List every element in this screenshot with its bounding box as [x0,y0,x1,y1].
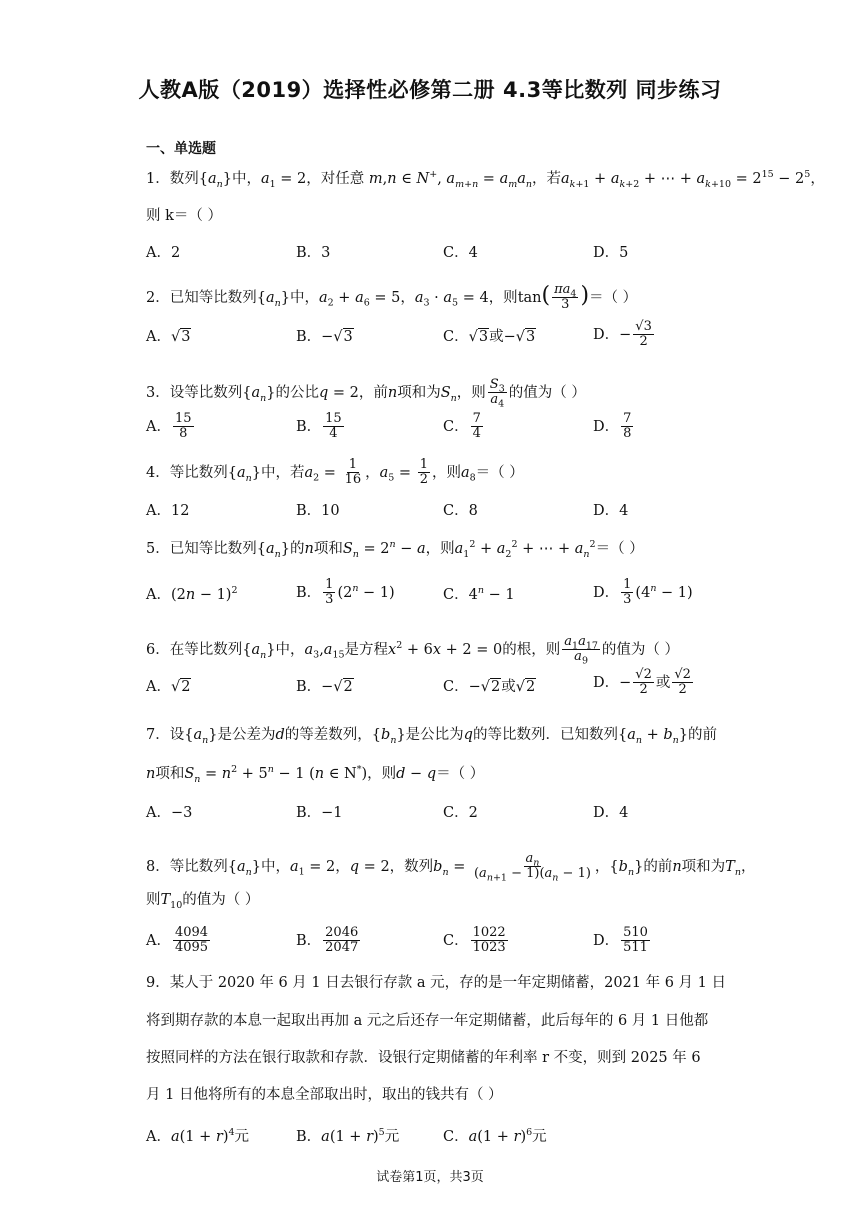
option-b[interactable]: B． $\frac{1}{3}$ $(2^n - 1)$ [296,577,395,608]
option-b[interactable]: B．$a(1 + r)^5$元 [296,1127,400,1145]
option-c[interactable]: C．8 [443,503,478,519]
option-c[interactable]: C．√3或−√3 [443,329,536,345]
option-d[interactable]: D． $\frac{1}{3}$ $(4^n - 1)$ [593,577,693,608]
option-b[interactable]: B． $\frac{15}{4}$ [296,411,342,442]
question-4-stem: 4．等比数列$\{a_n\}$中，若$a_2$ = $\frac{1}{16}$ ，$a_5$ = $\frac{1}{2}$ ，则$a_8=$（ ） [146,457,524,488]
option-b[interactable]: B．10 [296,503,340,519]
option-b[interactable]: B．−√2 [296,679,353,695]
option-b[interactable]: B．−√3 [296,329,353,345]
question-9-line1: 9．某人于 2020 年 6 月 1 日去银行存款 a 元，存的是一年定期储蓄，2021 年 6 月 1 日 [146,975,726,991]
option-c[interactable]: C．$4^n - 1$ [443,585,515,603]
question-5-stem: 5．已知等比数列$\{a_n\}$的n项和$S_n = 2^n - a$，则$a_1^2 + a_2^2$ + ⋯ + $a_n^2=$（ ） [146,539,644,560]
option-a[interactable]: A．√2 [146,679,191,695]
option-a[interactable]: A．2 [146,245,181,261]
question-9-line3: 按照同样的方法在银行取款和存款．设银行定期储蓄的年利率 r 不变，则到 2025 年 6 [146,1050,701,1066]
question-1-line2: 则 k＝（ ） [146,208,223,224]
option-c[interactable]: C．−√2或√2 [443,679,536,695]
page-title: 人教A版（2019）选择性必修第二册 4.3等比数列 同步练习 [138,78,722,102]
question-8-stem: 8．等比数列$\{a_n\}$中，$a_1 = 2$，q = 2，数列$b_n$ = $\frac{a_n}{(a_{n+1} - 1)(a_n - 1)}$ ，$\{b_n\}$的前n项和为$T_n$， [146,851,756,884]
option-d[interactable]: D．− $\frac{√3}{2}$ [593,319,652,350]
option-a[interactable]: A．$a(1 + r)^4$元 [146,1127,250,1145]
option-a[interactable]: A． $\frac{4094}{4095}$ [146,925,209,956]
question-6-stem: 6．在等比数列$\{a_n\}$中，$a_3,a_{15}$是方程$x^2 + 6x + 2 = 0$的根，则 $\frac{a_1a_{17}}{a_9}$ 的值为（ ） [146,634,680,667]
option-a[interactable]: A．−3 [146,805,193,821]
option-d[interactable]: D．4 [593,805,629,821]
question-8-line2: 则$T_{10}$的值为（ ） [146,892,260,911]
question-9-line4: 月 1 日他将所有的本息全部取出时，取出的钱共有（ ） [146,1087,503,1103]
page-footer: 试卷第1页，共3页 [376,1170,484,1185]
question-2-stem: 2．已知等比数列$\{a_n\}$中，$a_2 + a_6 = 5$，$a_3 \cdot a_5 = 4$，则tan( $\frac{\pi a_4}{3}$ )＝（ ） [146,282,638,313]
option-d[interactable]: D．4 [593,503,629,519]
option-b[interactable]: B．−1 [296,805,343,821]
option-b[interactable]: B． $\frac{2046}{2047}$ [296,925,359,956]
option-a[interactable]: A．12 [146,503,190,519]
option-d[interactable]: D．− $\frac{√2}{2}$ 或 $\frac{√2}{2}$ [593,667,691,698]
option-c[interactable]: C． $\frac{7}{4}$ [443,411,481,442]
option-d[interactable]: D．5 [593,245,629,261]
option-a[interactable]: A．√3 [146,329,191,345]
option-c[interactable]: C．4 [443,245,478,261]
question-1-stem: 1．数列$\{a_n\}$中，$a_1 = 2$，对任意 m,n ∈ N+, $a_{m+n} = a_ma_n$，若$a_{k+1} + a_{k+2}$ + ⋯ + $a_{k+10} = 2^{15} - 2^5$， [146,169,825,190]
question-7-line2: n项和$S_n = n^2 + 5^n - 1$ (n ∈ N*)，则d − q＝（ ） [146,764,485,785]
section-heading: 一、单选题 [146,141,216,157]
option-c[interactable]: C．2 [443,805,478,821]
option-b[interactable]: B．3 [296,245,331,261]
option-a[interactable]: A． $\frac{15}{8}$ [146,411,192,442]
question-9-line2: 将到期存款的本息一起取出再加 a 元之后还存一年定期储蓄，此后每年的 6 月 1 日他都 [146,1013,709,1029]
option-a[interactable]: A．$(2n - 1)^2$ [146,585,238,603]
question-7-stem: 7．设$\{a_n\}$是公差为d的等差数列，$\{b_n\}$是公比为q的等比数列．已知数列$\{a_n + b_n\}$的前 [146,727,718,746]
question-3-stem: 3．设等比数列$\{a_n\}$的公比q = 2，前n项和为$S_n$，则 $\frac{S_3}{a_4}$ 的值为（ ） [146,377,586,410]
option-c[interactable]: C．$a(1 + r)^6$元 [443,1127,547,1145]
option-d[interactable]: D． $\frac{7}{8}$ [593,411,632,442]
option-d[interactable]: D． $\frac{510}{511}$ [593,925,648,956]
option-c[interactable]: C． $\frac{1022}{1023}$ [443,925,506,956]
